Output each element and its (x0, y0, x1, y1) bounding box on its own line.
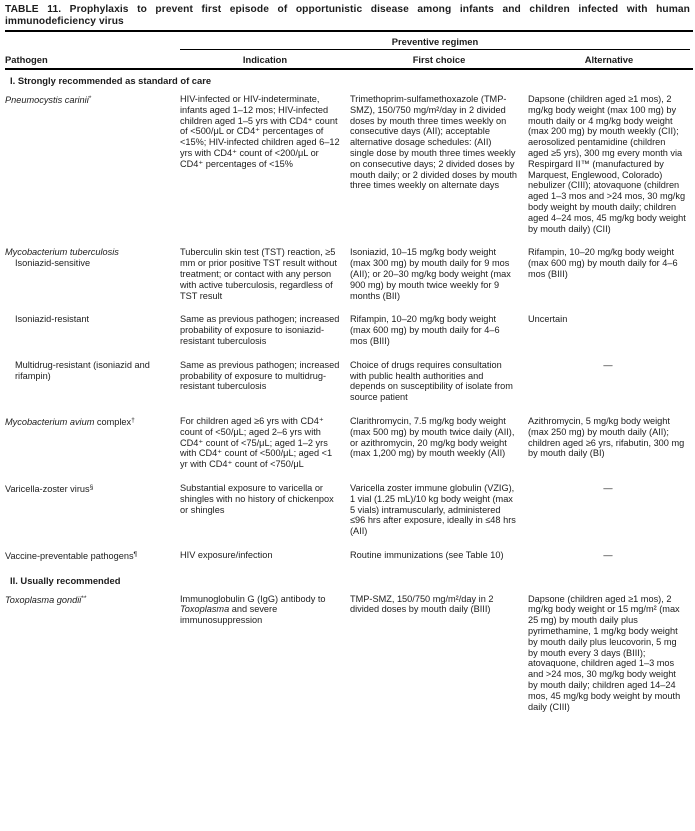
table-header (5, 32, 693, 68)
text-segment: Varicella-zoster virus (5, 483, 90, 494)
pathogen-name (5, 247, 170, 258)
indication-cell: Same as previous pathogen; increased probability of exposure to isoniazid-resistant tuberculosis (180, 314, 340, 346)
indication-cell (180, 594, 350, 713)
italic-text: Mycobacterium avium (5, 416, 95, 427)
first-choice-cell: TMP-SMZ, 150/750 mg/m²/day in 2 divided doses by mouth daily (BIII) (350, 593, 494, 615)
alternative-cell: Uncertain (528, 314, 568, 325)
italic-text: Toxoplasma (180, 604, 230, 615)
indication-cell: Substantial exposure to varicella or shingles with no history of chickenpox or shingles (180, 482, 334, 515)
header-spacer (5, 32, 180, 50)
text-segment: Immunoglobulin G (IgG) antibody to (180, 593, 326, 604)
pathogen-cell (5, 550, 180, 562)
table-row (5, 483, 693, 537)
pathogen-subtype (5, 314, 170, 325)
table-body (5, 75, 693, 712)
column-header-pathogen: Pathogen (5, 54, 48, 65)
no-alternative-dash: — (603, 359, 613, 370)
text-segment: Isoniazid-resistant (15, 314, 90, 325)
column-header-alternative: Alternative (584, 54, 634, 65)
indication-cell: For children aged ≥6 yrs with CD4⁺ count of <50/μL; aged 2–6 yrs with CD4⁺ count of <75/μL; aged 1–2 yrs with CD4⁺ count of <500/μL; aged <1 yr with CD4⁺ count of <750/μL (180, 415, 333, 470)
footnote-marker: § (89, 483, 94, 491)
first-choice-cell: Routine immunizations (see Table 10) (350, 549, 504, 560)
indication-cell: Same as previous pathogen; increased probability of exposure to multidrug-resistant tuberculosis (180, 359, 340, 392)
pathogen-cell (5, 314, 180, 346)
section-header: II. Usually recommended (10, 574, 121, 586)
indication-cell: Tuberculin skin test (TST) reaction, ≥5 mm or prior positive TST result without treatment; or contact with any person with active tuberculosis, regardless of TST result (180, 247, 337, 301)
pathogen-cell (5, 247, 180, 301)
table-row (5, 314, 693, 346)
first-choice-cell: Isoniazid, 10–15 mg/kg body weight (max 300 mg) by mouth daily for 9 mos (AII); or 20–30 mg/kg body weight (max 900 mg) by mouth twice weekly for 9 months (BII) (350, 247, 511, 301)
table-row (5, 360, 693, 403)
alternative-cell: Dapsone (children aged ≥1 mos), 2 mg/kg body weight (max 100 mg) by mouth daily or 4 mg/kg body weight (max 200 mg) by mouth weekly (CII); aerosolized pentamidine (children aged ≥5 yrs), 300 mg every month via Respirgard II™ (manufactured by Marquest, Englewood, Colorado) nebulizer (CIII); atovaquone (children aged 1–3 mos and >24 mos, 30 mg/kg body weight by mouth daily; children aged 4–24 mos, 45 mg/kg body weight by mouth daily) (CII) (528, 94, 686, 234)
pathogen-cell (5, 594, 180, 713)
column-header-first-choice: First choice (412, 54, 466, 65)
text-segment: and severe immunosuppression (180, 604, 278, 626)
pathogen-cell (5, 483, 180, 537)
italic-text: Mycobacterium tuberculosis (5, 247, 119, 258)
text-segment: complex (94, 416, 132, 427)
footnote-marker: * (88, 95, 92, 102)
italic-text: Toxoplasma gondii (5, 594, 82, 605)
first-choice-cell: Clarithromycin, 7.5 mg/kg body weight (max 500 mg) by mouth twice daily (AII), or azithromycin, 20 mg/kg body weight (max 1,200 mg) by mouth weekly (AII) (350, 415, 515, 459)
pathogen-subtype (5, 258, 170, 269)
footnote-marker: ¶ (133, 550, 138, 558)
pathogen-cell (5, 416, 180, 470)
footnote-marker: ** (81, 594, 87, 602)
pathogen-name (5, 483, 170, 495)
no-alternative-dash: — (603, 482, 613, 493)
italic-text: Pneumocystis carinii (5, 95, 89, 105)
alternative-cell: Azithromycin, 5 mg/kg body weight (max 250 mg) by mouth daily (AII); children aged ≥6 yrs, rifabutin, 300 mg by mouth daily (BI) (528, 415, 685, 459)
pathogen-name (5, 594, 170, 606)
alternative-cell: Dapsone (children aged ≥1 mos), 2 mg/kg body weight or 15 mg/m² (max 25 mg) by mouth daily plus pyrimethamine, 1 mg/kg body weight by mouth daily plus leucovorin, 5 mg by mouth every 3 days (BIII); atovaquone, children aged 1–3 mos and >24 mos, 30 mg/kg body weight by mouth daily; children aged 14–24 mos, 45 mg/kg body weight by mouth daily (CIII) (528, 593, 681, 712)
indication-cell: HIV exposure/infection (180, 549, 273, 560)
table-row (5, 416, 693, 470)
first-choice-cell: Choice of drugs requires consultation with public health authorities and depends on susceptibility of isolate from source patient (350, 359, 513, 403)
indication-cell: HIV-infected or HIV-indeterminate, infants aged 1–12 mos; HIV-infected children aged 1–5 yrs with CD4⁺ count of <500/μL or CD4⁺ percentages of <15%; HIV-infected children aged 6–12 yrs with CD4⁺ count of <200/μL or CD4⁺ percentages of <15% (180, 94, 340, 169)
table-row (5, 94, 693, 234)
header-rule (5, 68, 693, 70)
text-segment: Multidrug-resistant (isoniazid and rifampin) (15, 359, 150, 381)
no-alternative-dash: — (603, 549, 613, 560)
table-row (5, 550, 693, 562)
pathogen-name (5, 94, 170, 106)
pathogen-cell (5, 360, 180, 403)
table-title: TABLE 11. Prophylaxis to prevent first episode of opportunistic disease among infants and children infected with human immunodeficiency virus (5, 4, 690, 27)
first-choice-cell: Varicella zoster immune globulin (VZIG), 1 vial (1.25 mL)/10 kg body weight (max 5 vials) intramuscularly, administered ≤96 hrs after exposure, ideally in ≤48 hrs (AII) (350, 482, 516, 537)
first-choice-cell: Trimethoprim-sulfamethoxazole (TMP-SMZ), 150/750 mg/m²/day in 2 divided doses by mouth three times weekly on consecutive days (AII); acceptable alternative dosage schedules: (AII) single dose by mouth three times weekly on consecutive days; 2 divided doses by mouth daily; or 2 divided doses by mouth three times weekly on alternate days (350, 94, 517, 191)
alternative-cell: Rifampin, 10–20 mg/kg body weight (max 600 mg) by mouth daily for 4–6 mos (BIII) (528, 247, 678, 279)
pathogen-subtype (5, 360, 170, 382)
column-header-indication: Indication (242, 54, 288, 65)
pathogen-name (5, 550, 170, 562)
text-segment: Vaccine-preventable pathogens (5, 550, 134, 561)
table-row (5, 247, 693, 301)
table-row (5, 594, 693, 713)
footnote-marker: † (131, 416, 135, 424)
preventive-regimen-group-header: Preventive regimen (180, 32, 690, 50)
section-header: I. Strongly recommended as standard of care (10, 75, 212, 86)
pathogen-name (5, 416, 170, 428)
pathogen-cell (5, 94, 180, 234)
text-segment: Isoniazid-sensitive (15, 258, 91, 269)
first-choice-cell: Rifampin, 10–20 mg/kg body weight (max 600 mg) by mouth daily for 4–6 mos (BIII) (350, 314, 500, 346)
